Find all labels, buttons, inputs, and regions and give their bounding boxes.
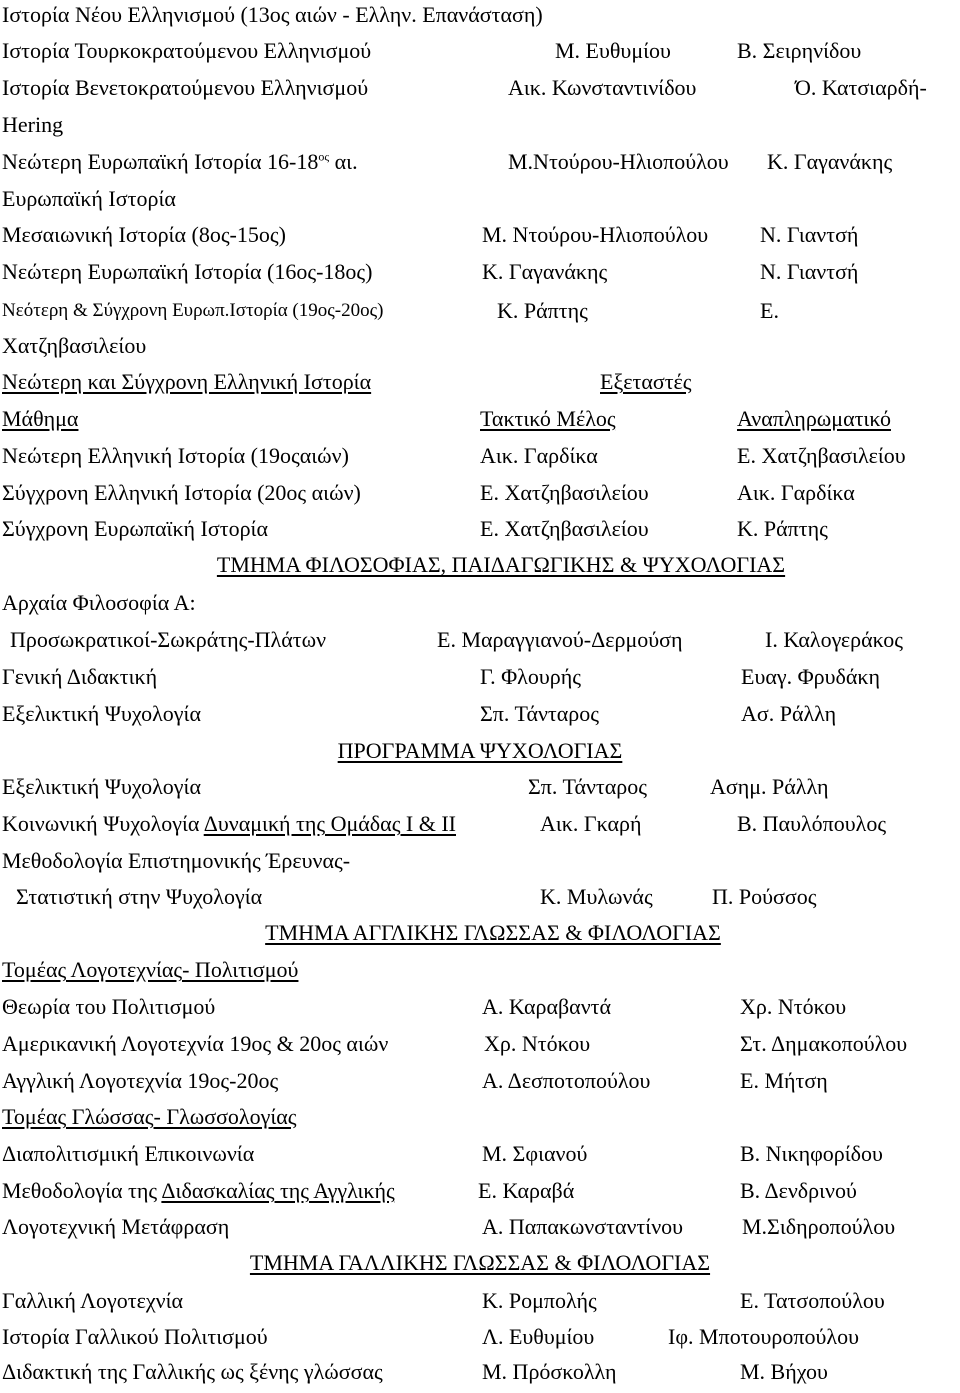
row — [0, 809, 960, 845]
course: Νεώτερη Ευρωπαϊκή Ιστορία (16ος-18ος) — [2, 259, 373, 284]
course: Κοινωνική Ψυχολογία Δυναμική της Ομάδας Ι & ΙΙ — [2, 811, 456, 836]
row — [0, 772, 960, 808]
course: Εξελικτική Ψυχολογία — [2, 701, 201, 726]
examiner-alternate: Ν. Γιαντσή — [760, 222, 859, 247]
row — [0, 662, 960, 698]
course: Σύγχρονη Ευρωπαϊκή Ιστορία — [2, 516, 268, 541]
course: Διδακτική της Γαλλικής ως ξένης γλώσσας — [2, 1359, 383, 1384]
course: Νεώτερη Ελληνική Ιστορία (19οςαιών) — [2, 443, 349, 468]
examiner-alternate: Ιφ. Μποτουροπούλου — [668, 1324, 859, 1349]
examiner-regular: Αικ. Κωνσταντινίδου — [508, 75, 697, 100]
course: Αμερικανική Λογοτεχνία 19ος & 20ος αιών — [2, 1031, 389, 1056]
examiner-regular: Μ. Σφιανού — [482, 1141, 588, 1166]
examiner-alternate: Χρ. Ντόκου — [740, 994, 847, 1019]
row — [0, 918, 960, 954]
column-heading: Αναπληρωματικό — [737, 406, 891, 431]
course: Μεσαιωνική Ιστορία (8ος-15ος) — [2, 222, 286, 247]
examiner-alternate: Ασημ. Ράλλη — [710, 774, 829, 799]
examiner-alternate: Β. Δενδρινού — [740, 1178, 857, 1203]
course: Ιστορία Νέου Ελληνισμού (13ος αιών - Ελλην. Επανάσταση) — [2, 2, 543, 27]
row — [0, 1286, 960, 1322]
row — [0, 73, 960, 109]
row — [0, 882, 960, 918]
examiner-regular: Α. Καραβαντά — [482, 994, 612, 1019]
course: Γαλλική Λογοτεχνία — [2, 1288, 184, 1313]
section-heading: Τομέας Γλώσσας- Γλωσσολογίας — [2, 1104, 297, 1129]
examiner-alternate: Ε. Μήτση — [740, 1068, 828, 1093]
row — [0, 404, 960, 440]
examiner-regular: Μ. Ντούρου-Ηλιοπούλου — [482, 222, 709, 247]
examiner-regular: Ε. Μαραγγιανού-Δερμούση — [437, 627, 683, 652]
course: Νεότερη & Σύγχρονη Ευρωπ.Ιστορία (19ος-20ος) — [2, 300, 384, 321]
row — [0, 110, 960, 146]
row — [0, 147, 960, 183]
examiner-alternate: Ν. Γιαντσή — [760, 259, 859, 284]
course: Αρχαία Φιλοσοφία Α: — [2, 590, 196, 615]
course: Εξελικτική Ψυχολογία — [2, 774, 201, 799]
row — [0, 184, 960, 220]
course: Στατιστική στην Ψυχολογία — [16, 884, 263, 909]
row — [0, 36, 960, 72]
row — [0, 1248, 960, 1284]
row — [0, 1176, 960, 1212]
row — [0, 1357, 960, 1393]
section-heading: Ευρωπαϊκή Ιστορία — [2, 186, 176, 211]
examiner-alternate: Β. Νικηφορίδου — [740, 1141, 883, 1166]
row — [0, 1066, 960, 1102]
course: Προσωκρατικοί-Σωκράτης-Πλάτων — [10, 627, 327, 652]
examiner-alternate: Κ. Ράπτης — [737, 516, 828, 541]
examiner-alternate: Κ. Γαγανάκης — [767, 149, 893, 174]
examiner-regular: Κ. Ράπτης — [497, 298, 588, 323]
course: Μεθοδολογία Επιστημονικής Έρευνας- — [2, 848, 351, 873]
examiner-regular: Λ. Ευθυμίου — [482, 1324, 595, 1349]
examiner-alternate: Στ. Δημακοπούλου — [740, 1031, 908, 1056]
examiner-alternate: Π. Ρούσσος — [712, 884, 817, 909]
examiner-alternate: Ε. Χατζηβασιλείου — [737, 443, 906, 468]
row — [0, 588, 960, 624]
examiner-alternate: Ευαγ. Φρυδάκη — [741, 664, 881, 689]
examiner-regular: Ε. Καραβά — [478, 1178, 575, 1203]
examiner-regular: Μ. Πρόσκολλη — [482, 1359, 617, 1384]
row — [0, 478, 960, 514]
examiner-alternate: Αικ. Γαρδίκα — [737, 480, 855, 505]
department-heading: ΤΜΗΜΑ ΓΑΛΛΙΚΗΣ ΓΛΩΣΣΑΣ & ΦΙΛΟΛΟΓΙΑΣ — [249, 1250, 711, 1275]
row — [0, 992, 960, 1028]
examiner-alternate: Β. Σειρηνίδου — [737, 38, 862, 63]
examiner-alternate: Β. Παυλόπουλος — [737, 811, 887, 836]
row — [0, 220, 960, 256]
column-heading: Μάθημα — [2, 406, 79, 431]
program-heading: ΠΡΟΓΡΑΜΜΑ ΨΥΧΟΛΟΓΙΑΣ — [337, 738, 623, 763]
row — [0, 257, 960, 293]
examiner-regular: Α. Δεσποτοπούλου — [482, 1068, 651, 1093]
examiner-regular: Σπ. Τάνταρος — [528, 774, 647, 799]
row — [0, 1029, 960, 1065]
examiner-regular: Χρ. Ντόκου — [484, 1031, 591, 1056]
section-heading: Τομέας Λογοτεχνίας- Πολιτισμού — [2, 957, 299, 982]
course: Ιστορία Βενετοκρατούμενου Ελληνισμού — [2, 75, 369, 100]
course-continuation: Hering — [2, 112, 64, 137]
row — [0, 441, 960, 477]
column-heading: Τακτικό Μέλος — [480, 406, 616, 431]
row — [0, 1212, 960, 1248]
row — [0, 550, 960, 586]
examiner-alternate: Ό. Κατσιαρδή- — [795, 75, 927, 100]
row — [0, 1139, 960, 1175]
examiner-alternate: Μ. Βήχου — [740, 1359, 828, 1384]
row — [0, 736, 960, 772]
row — [0, 0, 960, 36]
course: Νεώτερη Ευρωπαϊκή Ιστορία $16-18^{o\varsigma}$ αι. — [2, 149, 358, 174]
course: Μεθοδολογία της Διδασκαλίας της Αγγλικής — [2, 1178, 395, 1203]
course: Ιστορία Γαλλικού Πολιτισμού — [2, 1324, 268, 1349]
examiner-regular: Μ. Ευθυμίου — [555, 38, 671, 63]
row — [0, 367, 960, 403]
examiner-regular: Κ. Γαγανάκης — [482, 259, 608, 284]
examiner-alternate: Μ.Σιδηροπούλου — [742, 1214, 896, 1239]
course: Σύγχρονη Ελληνική Ιστορία (20ος αιών) — [2, 480, 361, 505]
examiner-regular: Σπ. Τάνταρος — [480, 701, 599, 726]
examiner-regular: Ε. Χατζηβασιλείου — [480, 480, 649, 505]
examiner-regular: Μ.Ντούρου-Ηλιοπούλου — [508, 149, 729, 174]
examiner-continuation: Χατζηβασιλείου — [2, 333, 147, 358]
examiner-regular: Α. Παπακωνσταντίνου — [482, 1214, 684, 1239]
course: Αγγλική Λογοτεχνία 19ος-20ος — [2, 1068, 279, 1093]
row — [0, 699, 960, 735]
department-heading: ΤΜΗΜΑ ΑΓΓΛΙΚΗΣ ΓΛΩΣΣΑΣ & ΦΙΛΟΛΟΓΙΑΣ — [265, 920, 721, 945]
examiner-alternate: Ε. Τατσοπούλου — [740, 1288, 885, 1313]
row — [0, 1102, 960, 1138]
examiner-regular: Κ. Ρομπολής — [482, 1288, 597, 1313]
column-heading: Εξεταστές — [600, 369, 692, 394]
row — [0, 846, 960, 882]
examiner-regular: Αικ. Γκαρή — [540, 811, 642, 836]
department-heading: ΤΜΗΜΑ ΦΙΛΟΣΟΦΙΑΣ, ΠΑΙΔΑΓΩΓΙΚΗΣ & ΨΥΧΟΛΟΓΙΑΣ — [216, 552, 786, 577]
course: Γενική Διδακτική — [2, 664, 158, 689]
course: Ιστορία Τουρκοκρατούμενου Ελληνισμού — [2, 38, 372, 63]
examiner-regular: Αικ. Γαρδίκα — [480, 443, 598, 468]
row — [0, 514, 960, 550]
row — [0, 955, 960, 991]
row — [0, 1322, 960, 1358]
examiner-regular: Γ. Φλουρής — [480, 664, 581, 689]
examiner-regular: Κ. Μυλωνάς — [540, 884, 653, 909]
examiner-alternate: Ε. — [760, 298, 779, 323]
row — [0, 296, 960, 332]
course: Λογοτεχνική Μετάφραση — [2, 1214, 230, 1239]
section-heading: Νεώτερη και Σύγχρονη Ελληνική Ιστορία — [2, 369, 372, 394]
row — [0, 625, 960, 661]
course: Θεωρία του Πολιτισμού — [2, 994, 216, 1019]
course: Διαπολιτισμική Επικοινωνία — [2, 1141, 255, 1166]
examiner-alternate: Ι. Καλογεράκος — [765, 627, 903, 652]
examiner-alternate: Ασ. Ράλλη — [741, 701, 837, 726]
examiner-regular: Ε. Χατζηβασιλείου — [480, 516, 649, 541]
row — [0, 331, 960, 367]
